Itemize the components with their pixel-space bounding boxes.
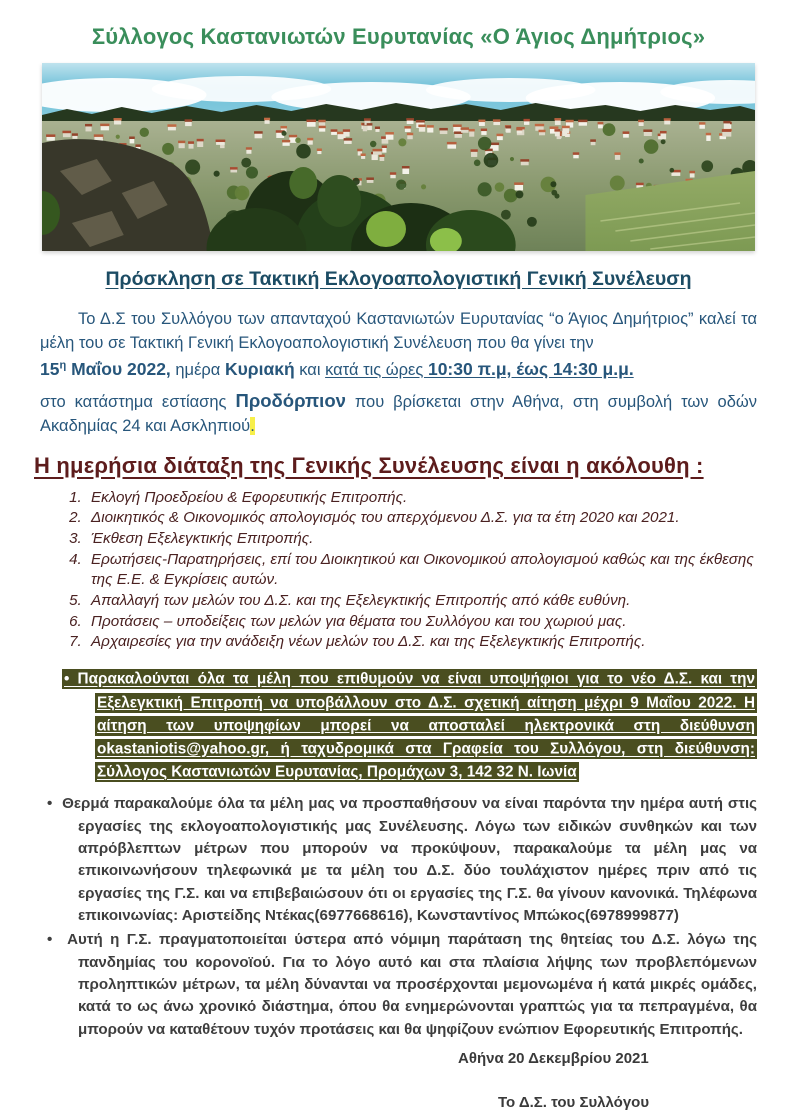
time-prefix: κατά τις ώρες [325,360,428,379]
intro-text: Το Δ.Σ του Συλλόγου των απανταχού Καστανιωτών Ευρυτανίας “ο Άγιος Δημήτριος” καλεί τα μέλη του σε Τακτική Γενική Εκλογοαπολογιστική Συνέλευση που θα γίνει την [40,310,757,352]
footer-date: Αθήνα 20 Δεκεμβρίου 2021 [458,1049,649,1067]
intro-paragraph [40,308,757,356]
agenda-item-3: 3. Έκθεση Εξελεγκτικής Επιτροπής. [86,529,757,550]
agenda-heading: Η ημερήσια διάταξη της Γενικής Συνέλευσης είναι η ακόλουθη : [34,452,704,478]
notes-list [40,793,757,1041]
date-ordinal: η [59,359,67,372]
and-word: και [294,360,326,379]
agenda-item-4: 4. Ερωτήσεις-Παρατηρήσεις, επί του Διοικητικού και Οικονομικού απολογισμού καθώς και της έκθεσης της Ε.Ε. & Εγκρίσεις αυτών. [86,550,757,591]
agenda-item-6: 6. Προτάσεις – υποδείξεις των μελών για θέματα του Συλλόγου και του χωριού μας. [86,612,757,633]
meeting-hours: 10:30 π.μ, έως 14:30 μ.μ. [427,358,634,379]
invitation-heading: Πρόσκληση σε Τακτική Εκλογοαπολογιστική Γενική Συνέλευση [105,268,692,290]
candidacy-notice [62,668,757,784]
agenda-list [40,488,757,653]
village-photo [42,63,755,251]
footer-signature: Το Δ.Σ. του Συλλόγου [498,1093,650,1111]
pandemic-note: • Αυτή η Γ.Σ. πραγματοποιείται ύστερα από νόμιμη παράταση της θητείας του Δ.Σ. λόγω της πανδημίας του κορονοϊού. Για το λόγο αυτό και στα πλαίσια λήψης των προβλεπόμενων προληπτικών μέτρων, τα μέλη δύνανται να προσέρχονται μεμονωμένα ή κατά μικρές ομάδες, κατά το ως άνω χρονικό διάστημα, όπου θα ενημερώνονται γραπτώς για τα πεπραγμένα, θα μπορούν να καταθέτουν τυχόν προτάσεις και θα ψηφίζουν ενώπιον Εφορευτικής Επιτροπής. [78,929,757,1041]
meeting-date: 15 [40,358,60,379]
meeting-month-year: Μαΐου 2022, [66,358,171,379]
village-photo-illustration [42,63,755,251]
agenda-item-5: 5. Απαλλαγή των μελών του Δ.Σ. και της Εξελεγκτικής Επιτροπής από κάθε ευθύνη. [86,591,757,612]
agenda-item-7: 7. Αρχαιρεσίες για την ανάδειξη νέων μελών του Δ.Σ. και της Εξελεγκτικής Επιτροπής. [86,632,757,653]
venue-prefix: στο κατάστημα εστίασης [40,392,236,411]
meeting-day: Κυριακή [224,358,295,379]
page-title: Σύλλογος Καστανιωτών Ευρυτανίας «Ο Άγιος Δημήτριος» [91,24,706,49]
venue-name: Προδόρπιον [235,389,346,411]
venue-paragraph [40,388,757,439]
date-line [40,357,757,383]
attendance-note: • Θερμά παρακαλούμε όλα τα μέλη μας να προσπαθήσουν να είναι παρόντα την ημέρα αυτή στις εργασίες της εκλογοαπολογιστικής μας Συνέλευσης. Λόγω των ειδικών συνθηκών και των απρόβλεπτων μέτρων που μπορούν να προκύψουν, παρακαλούμε τα μέλη μας να επικοινωνήσουν τηλεφωνικά με τα μέλη του Δ.Σ. δύο τουλάχιστον ημέρες πριν από τις εργασίες της Γ.Σ. και να επιβεβαιώσουν ότι οι εργασίες της Γ.Σ. θα γίνουν κανονικά. Τηλέφωνα επικοινωνίας: Αριστείδης Ντέκας(6977668616), Κωνσταντίνος Μπώκος(6978999877) [78,793,757,927]
day-label: ημέρα [170,360,225,379]
agenda-item-2: 2. Διοικητικός & Οικονομικός απολογισμός του απερχόμενου Δ.Σ. για τα έτη 2020 και 2021. [86,508,757,529]
candidacy-highlighted-text: • Παρακαλούνται όλα τα μέλη που επιθυμούν να είναι υποψήφιοι για το νέο Δ.Σ. και την Εξελεγκτική Επιτροπή να υποβάλλουν στο Δ.Σ. σχετική αίτηση μέχρι 9 Μαΐου 2022. Η αίτηση των υποψηφίων μπορεί να αποσταλεί ηλεκτρονικά στη διεύθυνση okastaniotis@yahoo.gr, ή ταχυδρομικά στα Γραφεία του Συλλόγου, στη διεύθυνση: Σύλλογος Καστανιωτών Ευρυτανίας, Προμάχων 3, 142 32 Ν. Ιωνία [64,670,755,781]
highlighted-period: . [250,416,255,435]
venue-address: που βρίσκεται στην Αθήνα, στη συμβολή των οδών Ακαδημίας 24 και Ασκληπιού [40,392,758,435]
agenda-item-1: 1. Εκλογή Προεδρείου & Εφορευτικής Επιτροπής. [86,488,757,509]
